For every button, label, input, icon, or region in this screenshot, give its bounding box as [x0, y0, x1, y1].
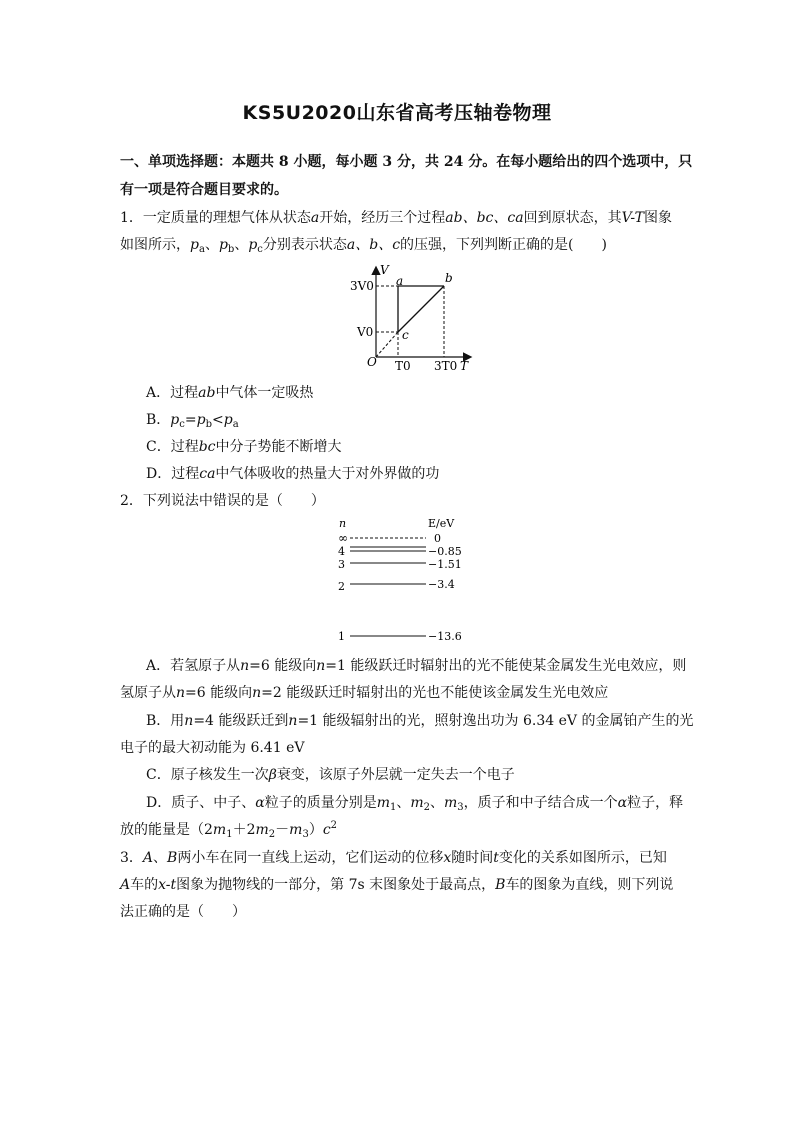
page-title: KS5U2020山东省高考压轴卷物理 [242, 102, 552, 124]
q1-stem-line2: 如图所示，$p_a$、$p_b$、$p_c$分别表示状态a、b、c的压强，下列判断正确的是( ) [120, 237, 607, 255]
level-2-e: −3.4 [428, 578, 455, 591]
tick-v0: V0 [357, 325, 374, 339]
t-axis-label: T [460, 359, 469, 373]
q1-stem-line1: 1．一定质量的理想气体从状态a开始，经历三个过程ab、bc、ca回到原状态，其V-T图象 [120, 210, 672, 226]
q2-stem: 2．下列说法中错误的是（ ） [120, 493, 325, 509]
tick-3v0: 3V0 [350, 279, 374, 293]
e-header: E/eV [428, 517, 455, 530]
level-2-n: 2 [338, 580, 345, 593]
energy-level-diagram [330, 516, 470, 648]
q3-stem-line1: 3．A、B两小车在同一直线上运动，它们运动的位移x随时间t变化的关系如图所示，已知 [120, 850, 667, 866]
q1-option-b: B．$p_c=p_b<p_a$ [146, 412, 239, 430]
level-3-n: 3 [338, 558, 345, 571]
section-heading: 一、单项选择题：本题共 8 小题，每小题 3 分，共 24 分。在每小题给出的四个选项中，只 [120, 154, 693, 170]
vt-diagram [340, 262, 480, 374]
q2-option-d-line2: 放的能量是$(2m_1+2m_2-m_3)c^2$ [120, 820, 338, 840]
q1-option-a: A．过程ab中气体一定吸热 [146, 385, 314, 401]
v-axis-label: V [380, 263, 389, 277]
level-inf-e: 0 [434, 532, 441, 545]
q2-option-a-line1: A．若氢原子从n=6 能级向n=1 能级跃迁时辐射出的光不能使某金属发生光电效应，则 [146, 658, 687, 674]
point-c-label: c [402, 328, 409, 342]
level-1-e: −13.6 [428, 630, 462, 643]
q3-stem-line3: 法正确的是（ ） [120, 904, 246, 920]
q2-option-c: C．原子核发生一次β衰变，该原子外层就一定失去一个电子 [146, 767, 515, 783]
q2-option-b-line1: B．用n=4 能级跃迁到n=1 能级辐射出的光，照射逸出功为 6.34 eV 的金属铂产生的光 [146, 713, 694, 729]
point-b-label: b [445, 271, 453, 285]
q1-option-d: D．过程ca中气体吸收的热量大于对外界做的功 [146, 466, 440, 482]
level-3-e: −1.51 [428, 558, 462, 571]
level-4-n: 4 [338, 545, 345, 558]
n-header: n [339, 517, 347, 530]
point-a-label: a [396, 274, 404, 288]
line-ca [398, 286, 444, 332]
q1-option-c: C．过程bc中分子势能不断增大 [146, 439, 342, 455]
q2-option-d-line1: D．质子、中子、α粒子的质量分别是$m_1$、$m_2$、$m_3$，质子和中子结合成一个α粒子，释 [146, 795, 684, 813]
level-4-e: −0.85 [428, 545, 462, 558]
level-inf-n: ∞ [338, 531, 348, 545]
section-heading-cont: 有一项是符合题目要求的。 [120, 182, 288, 198]
q2-option-b-line2: 电子的最大初动能为 6.41 eV [120, 740, 305, 756]
tick-t0: T0 [395, 359, 411, 373]
origin-dashed-line [376, 332, 398, 357]
q2-option-a-line2: 氢原子从n=6 能级向n=2 能级跃迁时辐射出的光也不能使该金属发生光电效应 [120, 685, 609, 701]
q3-stem-line2: A车的x-t图象为抛物线的一部分，第 7s 末图象处于最高点，B车的图象为直线，则下列说 [120, 877, 674, 893]
level-1-n: 1 [338, 630, 345, 643]
origin-label: O [367, 355, 377, 369]
tick-3t0: 3T0 [434, 359, 458, 373]
